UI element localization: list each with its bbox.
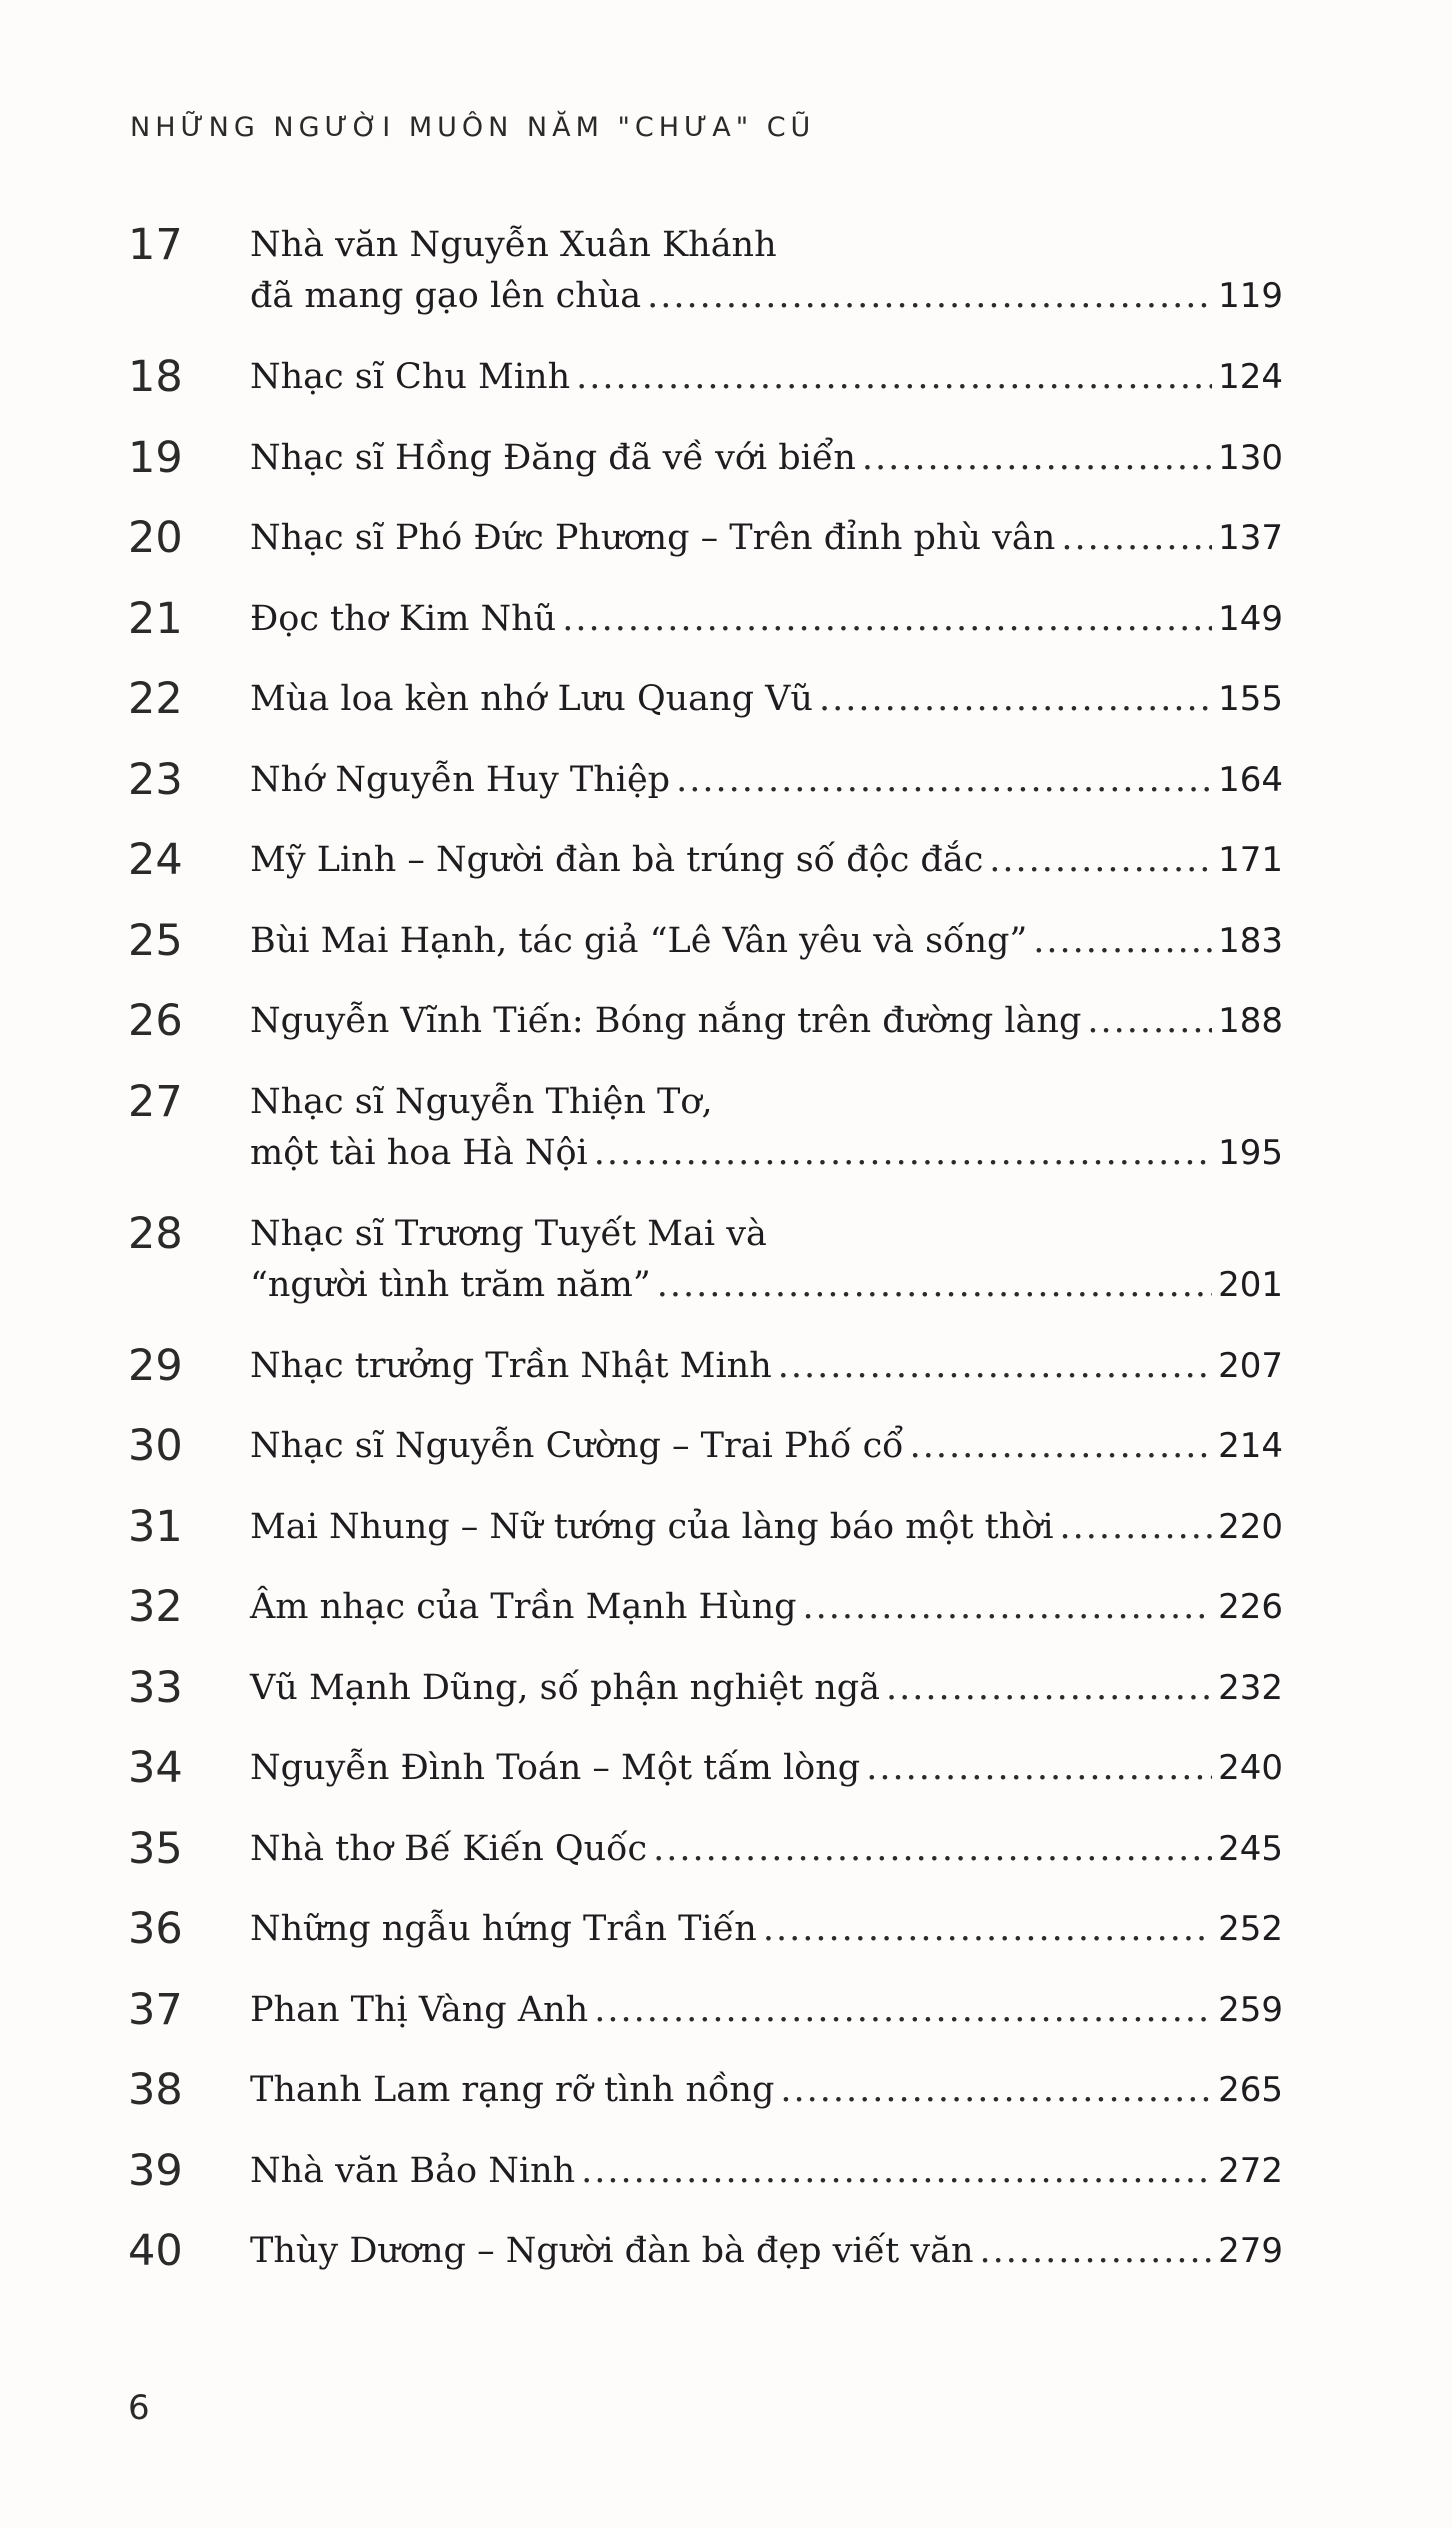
running-header: NHỮNG NGƯỜI MUÔN NĂM "CHƯA" CŨ: [130, 112, 816, 143]
toc-entry-page: 183: [1218, 920, 1283, 961]
toc-entry-number: 30: [128, 1421, 183, 1471]
toc-entry: [128, 1502, 1283, 1583]
toc-entry-number: 17: [128, 220, 183, 270]
toc-entry-title: Nhà văn Nguyễn Xuân Khánh: [250, 225, 777, 265]
dot-leader: [1033, 924, 1212, 959]
page-number: 6: [128, 2388, 150, 2428]
toc-entry-page: 171: [1218, 840, 1283, 880]
toc-entry-number: 21: [128, 593, 183, 644]
toc-entry: [128, 835, 1283, 916]
dot-leader: [780, 2073, 1212, 2108]
toc-entry: [128, 1582, 1283, 1663]
toc-entry-title: Mỹ Linh – Người đàn bà trúng số độc đắc: [250, 840, 984, 880]
toc-entry-page: 259: [1218, 1989, 1283, 2030]
toc-entry-number: 26: [128, 996, 183, 1046]
toc-entry-number: 19: [128, 432, 183, 483]
dot-leader: [594, 1136, 1212, 1171]
toc-entry-title: Nhạc sĩ Hồng Đăng đã về với biển: [250, 437, 856, 478]
toc-entry-title: Nhà thơ Bế Kiến Quốc: [250, 1828, 648, 1869]
toc-entry-title: Nhạc sĩ Trương Tuyết Mai và: [250, 1213, 767, 1254]
toc-entry: [128, 1985, 1283, 2066]
dot-leader: [778, 1349, 1212, 1384]
dot-leader: [676, 763, 1212, 798]
dot-leader: [910, 1429, 1213, 1464]
toc-entry: [128, 352, 1283, 433]
toc-entry-page: 240: [1218, 1748, 1283, 1788]
toc-entry-number: 28: [128, 1208, 183, 1259]
toc-entry: [128, 1209, 1283, 1341]
toc-entry: [128, 916, 1283, 997]
toc-entry-number: 40: [128, 2226, 183, 2276]
toc-entry-page: 252: [1218, 1909, 1283, 1949]
toc-entry-number: 18: [128, 352, 183, 402]
dot-leader: [803, 1590, 1213, 1625]
toc-entry-title: Nhạc sĩ Nguyễn Thiện Tơ,: [250, 1081, 713, 1122]
toc-entry-page: 207: [1218, 1345, 1283, 1386]
toc-entry-page: 164: [1218, 759, 1283, 800]
toc-entry: [128, 2226, 1283, 2307]
toc-entry-title: Nhạc trưởng Trần Nhật Minh: [250, 1345, 772, 1386]
dot-leader: [980, 2234, 1213, 2269]
toc-entry-page: 265: [1218, 2070, 1283, 2110]
toc-entry-number: 36: [128, 1904, 183, 1954]
toc-entry-page: 119: [1218, 276, 1283, 316]
toc-entry: [128, 594, 1283, 675]
toc-entry-page: 232: [1218, 1667, 1283, 1708]
toc-entry: [128, 674, 1283, 755]
toc-entry-title: Những ngẫu hứng Trần Tiến: [250, 1909, 757, 1949]
toc-entry-title: Phan Thị Vàng Anh: [250, 1989, 589, 2030]
toc-entry: [128, 1904, 1283, 1985]
dot-leader: [657, 1268, 1212, 1303]
toc-entry-page: 272: [1218, 2150, 1283, 2191]
toc-entry-page: 137: [1218, 518, 1283, 558]
toc-entry-title: Nhạc sĩ Chu Minh: [250, 357, 571, 397]
toc-entry: [128, 1077, 1283, 1209]
dot-leader: [653, 1832, 1212, 1867]
toc-entry-page: 214: [1218, 1426, 1283, 1466]
toc-entry-page: 201: [1218, 1264, 1283, 1305]
toc-entry-number: 23: [128, 754, 183, 805]
toc-entry: [128, 1341, 1283, 1422]
toc-entry-page: 188: [1218, 1001, 1283, 1041]
toc-entry-page: 220: [1218, 1506, 1283, 1547]
toc-entry-title: Nhà văn Bảo Ninh: [250, 2150, 576, 2191]
dot-leader: [763, 1912, 1212, 1947]
toc-entry-number: 27: [128, 1076, 183, 1127]
toc-entry: [128, 996, 1283, 1077]
toc-entry-number: 33: [128, 1662, 183, 1713]
toc-entry: [128, 513, 1283, 594]
toc-entry-title: Nhạc sĩ Phó Đức Phương – Trên đỉnh phù vân: [250, 518, 1056, 558]
toc-entry-number: 31: [128, 1501, 183, 1552]
toc-entry-title: đã mang gạo lên chùa: [250, 276, 642, 316]
toc-entry-page: 155: [1218, 679, 1283, 719]
toc-entry-title: Vũ Mạnh Dũng, số phận nghiệt ngã: [250, 1667, 881, 1708]
dot-leader: [1087, 1004, 1212, 1039]
toc-entry-number: 29: [128, 1340, 183, 1391]
toc-entry-title: Nguyễn Đình Toán – Một tấm lòng: [250, 1748, 861, 1788]
toc-entry-number: 24: [128, 835, 183, 885]
toc-entry-title: Thùy Dương – Người đàn bà đẹp viết văn: [250, 2231, 974, 2271]
toc-entry: [128, 2065, 1283, 2146]
toc-entry-number: 20: [128, 513, 183, 563]
dot-leader: [866, 1751, 1212, 1786]
dot-leader: [1061, 521, 1212, 556]
dot-leader: [989, 843, 1212, 878]
toc-entry-title: Nhớ Nguyễn Huy Thiệp: [250, 759, 671, 800]
toc-entry-title: Thanh Lam rạng rỡ tình nồng: [250, 2070, 775, 2110]
dot-leader: [562, 602, 1212, 637]
toc-entry-number: 32: [128, 1582, 183, 1632]
dot-leader: [581, 2154, 1212, 2189]
toc-entry-number: 22: [128, 674, 183, 724]
toc-entry-number: 39: [128, 2145, 183, 2196]
toc-entry: [128, 755, 1283, 836]
toc-entry-title: Bùi Mai Hạnh, tác giả “Lê Vân yêu và sống”: [250, 920, 1028, 961]
toc-entry-page: 279: [1218, 2231, 1283, 2271]
dot-leader: [819, 682, 1212, 717]
toc-entry-title: Nhạc sĩ Nguyễn Cường – Trai Phố cổ: [250, 1426, 904, 1466]
toc-entry-page: 124: [1218, 357, 1283, 397]
toc-entry-page: 195: [1218, 1132, 1283, 1173]
toc-entry-page: 130: [1218, 437, 1283, 478]
dot-leader: [886, 1671, 1212, 1706]
toc-entry-number: 37: [128, 1984, 183, 2035]
toc-entry-title: một tài hoa Hà Nội: [250, 1132, 588, 1173]
toc-entry-title: Mùa loa kèn nhớ Lưu Quang Vũ: [250, 679, 813, 719]
toc-entry-title: Nguyễn Vĩnh Tiến: Bóng nắng trên đường làng: [250, 1001, 1082, 1041]
dot-leader: [594, 1993, 1212, 2028]
dot-leader: [576, 360, 1212, 395]
toc-entry-title: Âm nhạc của Trần Mạnh Hùng: [250, 1587, 797, 1627]
toc-entry-number: 34: [128, 1743, 183, 1793]
toc-entry: [128, 220, 1283, 352]
toc-entry-page: 226: [1218, 1587, 1283, 1627]
toc-entry-title: Đọc thơ Kim Nhũ: [250, 598, 557, 639]
toc-entry: [128, 1743, 1283, 1824]
dot-leader: [862, 441, 1212, 476]
toc-entry: [128, 433, 1283, 514]
toc-entry-title: Mai Nhung – Nữ tướng của làng báo một thời: [250, 1506, 1054, 1547]
toc-entry: [128, 1421, 1283, 1502]
toc-entry-page: 149: [1218, 598, 1283, 639]
dot-leader: [1060, 1510, 1213, 1545]
toc-entry: [128, 2146, 1283, 2227]
table-of-contents: [128, 220, 1283, 2307]
toc-entry-number: 25: [128, 915, 183, 966]
toc-entry: [128, 1824, 1283, 1905]
toc-entry-title: “người tình trăm năm”: [250, 1264, 651, 1305]
toc-entry: [128, 1663, 1283, 1744]
dot-leader: [647, 279, 1212, 314]
toc-entry-page: 245: [1218, 1828, 1283, 1869]
toc-entry-number: 38: [128, 2065, 183, 2115]
toc-entry-number: 35: [128, 1823, 183, 1874]
